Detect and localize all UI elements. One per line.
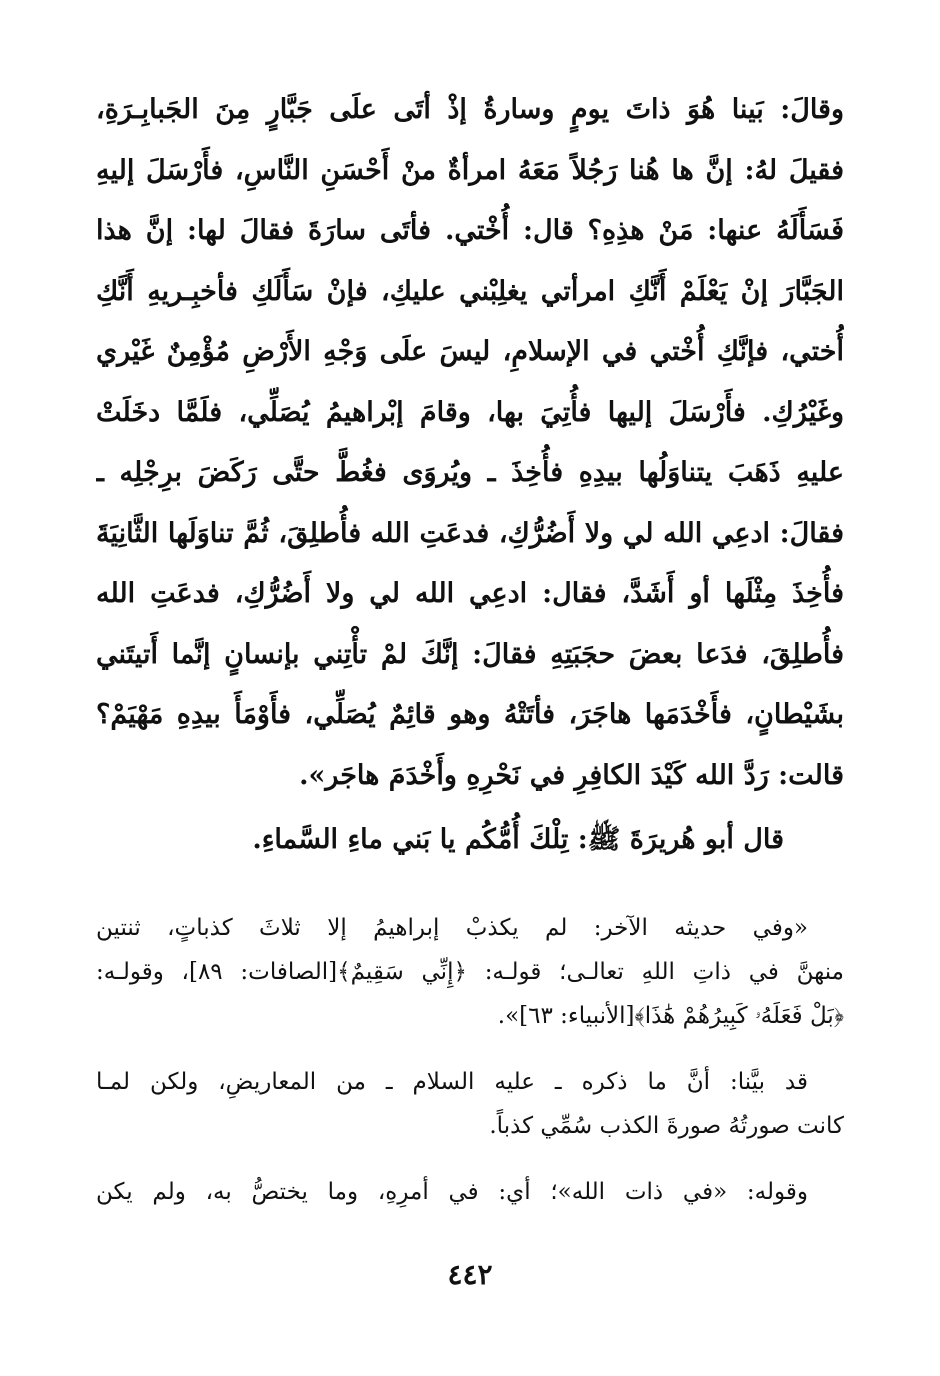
text-line: قالت: رَدَّ الله كَيْدَ الكافِرِ في نَحْرِهِ وأَخْدَمَ هاجَر». [299,759,844,791]
text-line: بشَيْطانٍ، فأَخْدَمَها هاجَرَ، فأتَتْهُ وهو قائِمٌ يُصَلِّي، فأَوْمَأَ بيدِهِ مَهْيَمْ؟ [96,699,844,730]
text-line: فَسَأَلَهُ عنها: مَنْ هذِهِ؟ قال: أُخْتي. فأتَى سارَةَ فقالَ لها: إنَّ هذا [96,215,844,246]
commentary-line: قد بيَّنا: أنَّ ما ذكره ـ عليه السلام ـ من المعاريضِ، ولكن لمـا [96,1069,808,1095]
commentary-line: «وفي حديثه الآخر: لم يكذبْ إبراهيمُ إلا ثلاثَ كذباتٍ، ثنتين [96,915,808,941]
commentary-line: وقوله: «في ذات الله»؛ أي: في أمرِهِ، وما يختصُّ به، ولم يكن [96,1179,808,1205]
text-line: فأُخِذَ مِثْلَها أو أَشَدَّ، فقال: ادعِي الله لي ولا أَضُرُّكِ، فدعَتِ الله [96,578,844,609]
text-line: فأُطلِقَ، فدَعا بعضَ حجَبَتِهِ فقالَ: إنَّكَ لمْ تأْتِني بإنسانٍ إنَّما أَتيتَني [96,638,844,670]
commentary [96,906,844,1214]
text-line: الجَبَّارَ إنْ يَعْلَمْ أَنَّكِ امرأتي يغلِبْني عليكِ، فإنْ سَأَلَكِ فأخبِـريهِ أَنَّكِ [96,275,844,307]
abu-hurayra-quote: قال أبو هُريرَةَ ﷺ: تِلْكَ أُمُّكُم يا بَني ماءِ السَّماءِ. [252,824,784,855]
document-page [96,80,844,1296]
commentary-paragraph [96,1170,844,1214]
commentary-paragraph [96,906,844,1038]
text-line: فقيلَ لهُ: إنَّ ها هُنا رَجُلاً مَعَهُ امرأةٌ منْ أَحْسَنِ النَّاسِ، فأَرْسَلَ إليهِ [96,154,844,186]
page-number: ٤٤٢ [447,1258,493,1291]
text-line: عليهِ ذَهَبَ يتناوَلُها بيدِهِ فأُخِذَ ـ ويُروَى فغُطَّ حتَّى رَكَضَ برِجْلِه ـ [96,457,844,488]
commentary-line: ﴿بَلْ فَعَلَهُۥ كَبِيرُهُمْ هَٰذَا﴾[الأنبياء: ٦٣]». [497,1003,844,1029]
hadith-text [96,80,844,806]
text-line: فقالَ: ادعِي الله لي ولا أَضُرُّكِ، فدعَتِ الله فأُطلِقَ، ثُمَّ تناوَلَها الثَّانِيَةَ [96,517,844,549]
commentary-line: منهنَّ في ذاتِ اللهِ تعالـى؛ قولـه: ﴿إِنِّي سَقِيمٌ﴾[الصافات: ٨٩]، وقولـه: [96,959,844,985]
text-line: وغَيْرُكِ. فأَرْسَلَ إليها فأُتِيَ بها، وقامَ إبْراهيمُ يُصَلِّي، فلَمَّا دخَلَتْ [96,396,844,428]
text-line: أُختي، فإنَّكِ أُخْتي في الإسلامِ، ليسَ علَى وَجْهِ الأَرْضِ مُؤْمِنٌ غَيْري [96,336,844,367]
commentary-paragraph [96,1060,844,1148]
text-line: وقالَ: بَينا هُوَ ذاتَ يومٍ وسارةُ إذْ أتَى علَى جَبَّارٍ مِنَ الجَبابِـرَةِ، [96,94,844,125]
commentary-line: كانت صورتُهُ صورةَ الكذب سُمِّي كذباً. [489,1113,844,1139]
